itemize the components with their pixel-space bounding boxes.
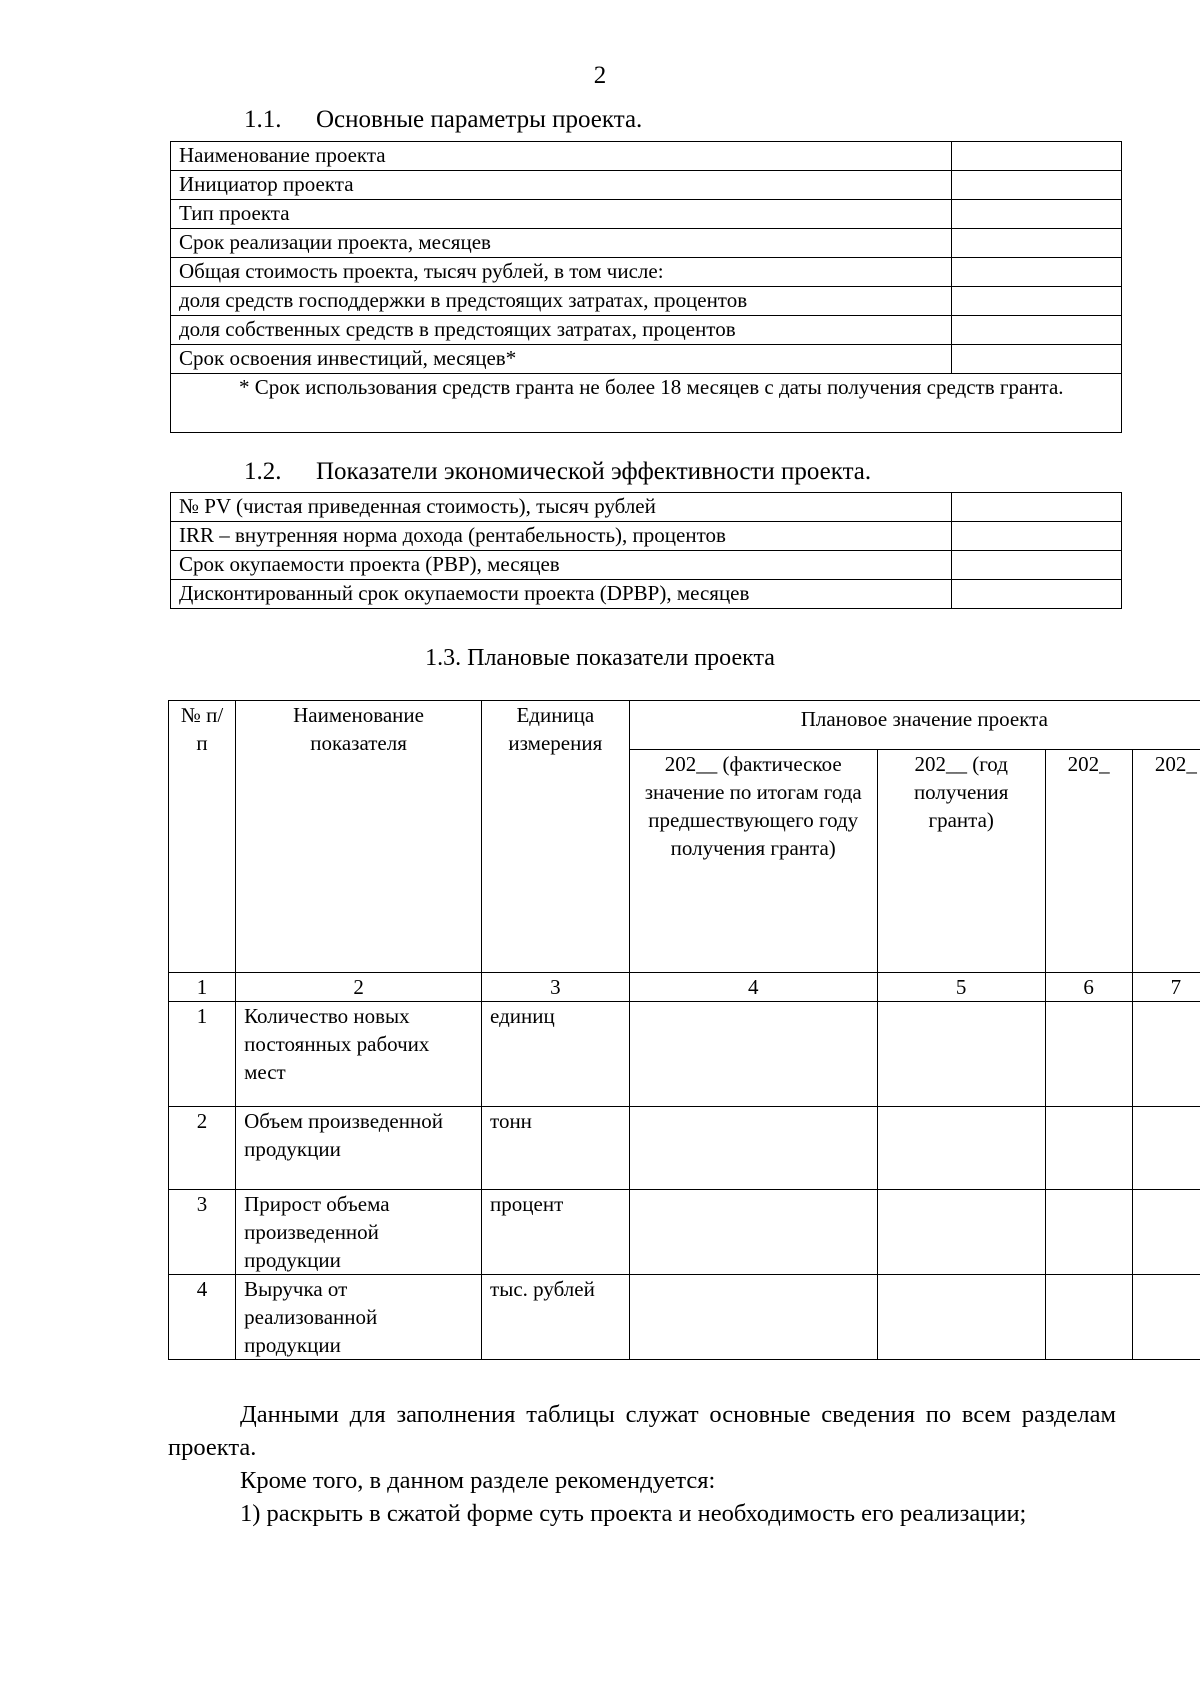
value-cell[interactable] [877, 1107, 1045, 1190]
table-row [171, 522, 1122, 551]
project-parameters-table [170, 141, 1122, 433]
indicator-name: Выручка от реализованной продукции [236, 1275, 482, 1360]
indicator-unit: тыс. рублей [482, 1275, 630, 1360]
header-unit: Единица измерения [482, 701, 630, 973]
section-1-3-title: 1.3. Плановые показатели проекта [425, 645, 775, 671]
table-row [171, 551, 1122, 580]
header-name: Наименование показателя [236, 701, 482, 973]
table-row [169, 1107, 1200, 1190]
column-number: 3 [482, 973, 630, 1002]
indicator-unit: процент [482, 1190, 630, 1275]
indicator-label: Дисконтированный срок окупаемости проекта (DPBP), месяцев [171, 580, 952, 609]
table-row [171, 171, 1122, 200]
table-row [171, 345, 1122, 374]
header-year-1: 202__ (фактическое значение по итогам года предшествующего году получения гранта) [629, 750, 877, 973]
param-label: доля собственных средств в предстоящих затратах, процентов [171, 316, 952, 345]
efficiency-table [170, 492, 1122, 609]
value-cell[interactable] [1132, 1275, 1200, 1360]
indicator-value-cell[interactable] [952, 551, 1122, 580]
paragraph-2: Кроме того, в данном разделе рекомендуется: [240, 1467, 716, 1494]
planned-indicators-table [168, 700, 1200, 1360]
indicator-label: IRR – внутренняя норма дохода (рентабельность), процентов [171, 522, 952, 551]
header-num: № п/п [169, 701, 236, 973]
param-value-cell[interactable] [952, 171, 1122, 200]
table-row [169, 1275, 1200, 1360]
row-number: 2 [169, 1107, 236, 1190]
table-row [169, 1002, 1200, 1107]
indicator-name: Объем произведенной продукции [236, 1107, 482, 1190]
footnote: * Срок использования средств гранта не более 18 месяцев с даты получения средств гранта. [171, 374, 1122, 433]
paragraph-1: Данными для заполнения таблицы служат основные сведения по всем разделам проекта. [168, 1401, 1116, 1461]
indicator-name: Прирост объема произведенной продукции [236, 1190, 482, 1275]
header-year-3: 202_ [1045, 750, 1132, 973]
param-label: Инициатор проекта [171, 171, 952, 200]
table-row [171, 200, 1122, 229]
param-value-cell[interactable] [952, 142, 1122, 171]
table-row [169, 1190, 1200, 1275]
column-number: 2 [236, 973, 482, 1002]
param-value-cell[interactable] [952, 229, 1122, 258]
paragraph-3: 1) раскрыть в сжатой форме суть проекта и необходимость его реализации; [240, 1500, 1027, 1527]
header-year-4: 202_ [1132, 750, 1200, 973]
value-cell[interactable] [877, 1190, 1045, 1275]
value-cell[interactable] [1045, 1275, 1132, 1360]
column-number: 7 [1132, 973, 1200, 1002]
table-row [171, 580, 1122, 609]
param-value-cell[interactable] [952, 287, 1122, 316]
table-row [171, 287, 1122, 316]
param-label: Срок реализации проекта, месяцев [171, 229, 952, 258]
indicator-name: Количество новых постоянных рабочих мест [236, 1002, 482, 1107]
value-cell[interactable] [877, 1002, 1045, 1107]
param-value-cell[interactable] [952, 345, 1122, 374]
column-number: 5 [877, 973, 1045, 1002]
value-cell[interactable] [629, 1275, 877, 1360]
page-number: 2 [593, 62, 607, 89]
value-cell[interactable] [629, 1002, 877, 1107]
indicator-unit: единиц [482, 1002, 630, 1107]
column-number-row [169, 973, 1200, 1002]
table-row [171, 258, 1122, 287]
row-number: 1 [169, 1002, 236, 1107]
table-row [171, 142, 1122, 171]
table-row [171, 316, 1122, 345]
table-row [171, 229, 1122, 258]
param-label: Тип проекта [171, 200, 952, 229]
row-number: 3 [169, 1190, 236, 1275]
value-cell[interactable] [1132, 1002, 1200, 1107]
section-1-1-title: Основные параметры проекта. [316, 106, 643, 133]
param-label: Срок освоения инвестиций, месяцев* [171, 345, 952, 374]
value-cell[interactable] [1132, 1190, 1200, 1275]
row-number: 4 [169, 1275, 236, 1360]
indicator-value-cell[interactable] [952, 522, 1122, 551]
table-header-row [169, 701, 1200, 750]
value-cell[interactable] [1045, 1002, 1132, 1107]
column-number: 1 [169, 973, 236, 1002]
table-row [171, 374, 1122, 433]
indicator-value-cell[interactable] [952, 493, 1122, 522]
column-number: 6 [1045, 973, 1132, 1002]
param-label: Наименование проекта [171, 142, 952, 171]
column-number: 4 [629, 973, 877, 1002]
section-1-1-heading [244, 106, 642, 134]
value-cell[interactable] [1132, 1107, 1200, 1190]
value-cell[interactable] [1045, 1190, 1132, 1275]
param-value-cell[interactable] [952, 258, 1122, 287]
value-cell[interactable] [1045, 1107, 1132, 1190]
indicator-value-cell[interactable] [952, 580, 1122, 609]
section-1-2-heading [244, 458, 871, 486]
section-1-2-title: Показатели экономической эффективности проекта. [316, 458, 872, 485]
value-cell[interactable] [877, 1275, 1045, 1360]
param-value-cell[interactable] [952, 316, 1122, 345]
header-year-2: 202__ (год получения гранта) [877, 750, 1045, 973]
indicator-label: Срок окупаемости проекта (PBP), месяцев [171, 551, 952, 580]
indicator-label: № PV (чистая приведенная стоимость), тысяч рублей [171, 493, 952, 522]
section-1-1-number: 1.1. [244, 106, 282, 133]
value-cell[interactable] [629, 1190, 877, 1275]
value-cell[interactable] [629, 1107, 877, 1190]
table-row [171, 493, 1122, 522]
section-1-2-number: 1.2. [244, 458, 282, 485]
param-label: доля средств господдержки в предстоящих затратах, процентов [171, 287, 952, 316]
param-value-cell[interactable] [952, 200, 1122, 229]
header-plan: Плановое значение проекта [629, 701, 1200, 750]
indicator-unit: тонн [482, 1107, 630, 1190]
param-label: Общая стоимость проекта, тысяч рублей, в том числе: [171, 258, 952, 287]
